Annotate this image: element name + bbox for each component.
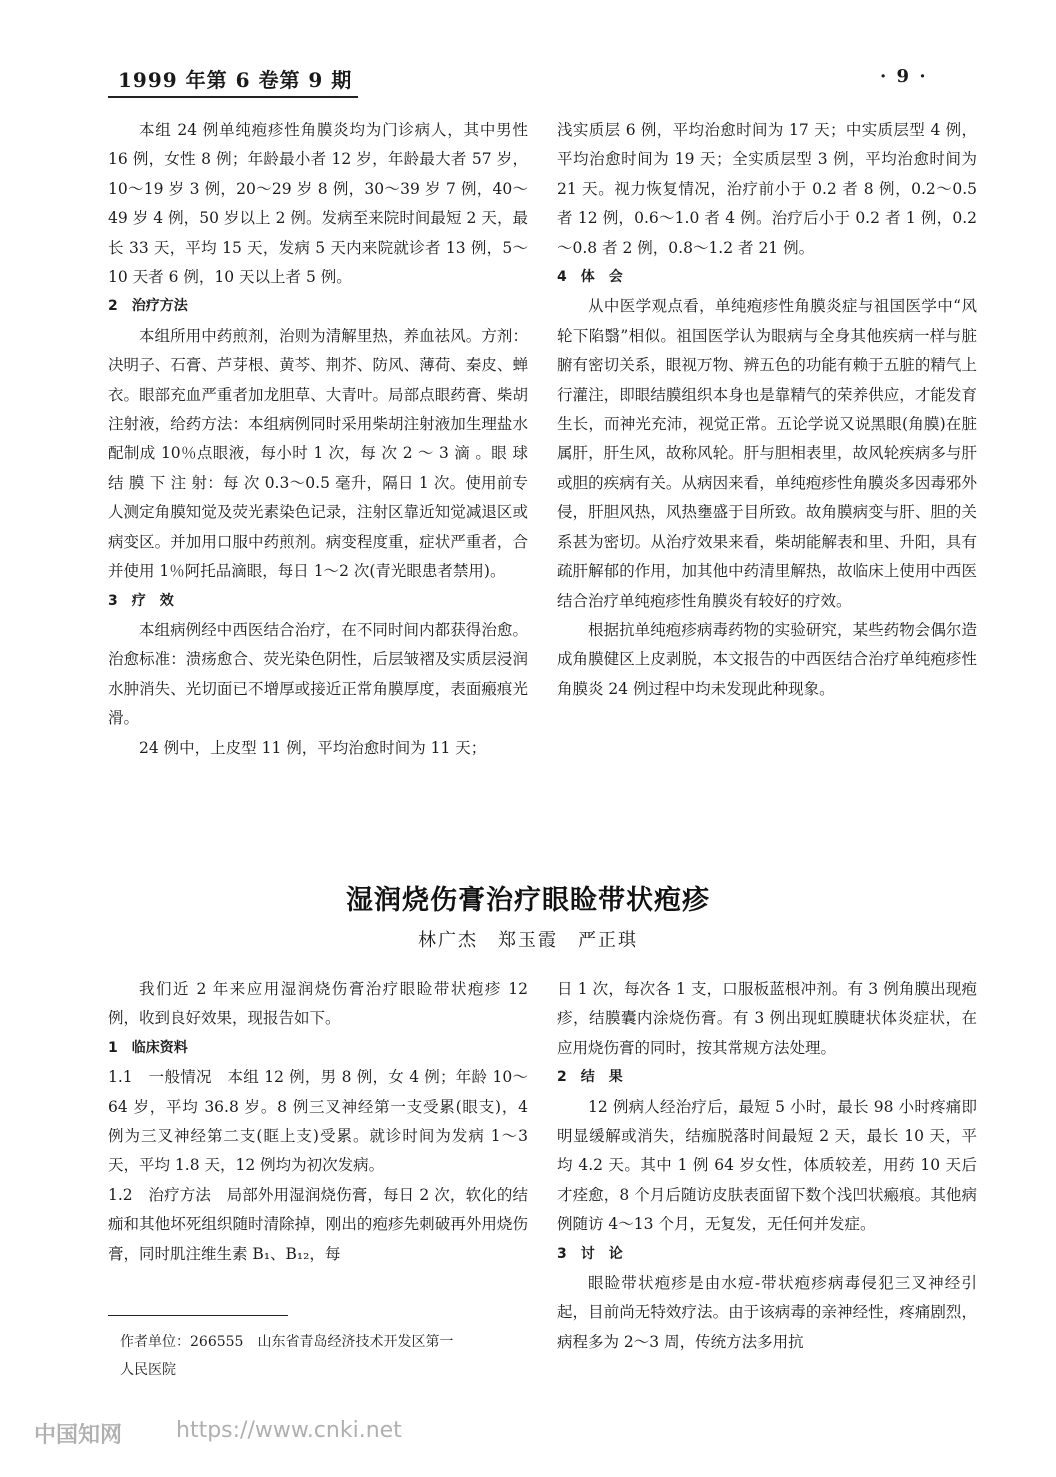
- paragraph: 本组病例经中西医结合治疗，在不同时间内都获得治愈。治愈标准：溃疡愈合、荧光染色阴性，后层皱褶及实质层浸润水肿消失、光切面已不增厚或接近正常角膜厚度，表面瘢痕光滑。: [108, 620, 528, 728]
- paragraph: 本组所用中药煎剂，治则为清解里热，养血祛风。方剂：决明子、石膏、芦芽根、黄芩、荆芥、防风、薄荷、秦皮、蝉衣。眼部充血严重者加龙胆草、大青叶。局部点眼药膏、柴胡注射液，给药方法：本组病例同时采用柴胡注射液加生理盐水配制成 10％点眼液，每小时 1 次，每 次 2 ～ 3 滴 。眼 球 结 膜 下 注 射：每 次 0.3～0.5 毫升，隔日 1 次。使用前专人测定角膜知觉及荧光素染色记录，注射区靠近知觉减退区或病变区。并加用口服中药煎剂。病变程度重，症状严重者，合并使用 1％阿托品滴眼，每日 1～2 次(青光眼患者禁用)。: [108, 326, 528, 581]
- article1-column-left: [108, 116, 528, 763]
- paragraph: 12 例病人经治疗后，最短 5 小时，最长 98 小时疼痛即明显缓解或消失，结痂脱落时间最短 2 天，最长 10 天，平均 4.2 天。其中 1 例 64 岁女性，体质较差，用药 10 天后才痊愈，8 个月后随访皮肤表面留下数个浅凹状瘢痕。其他病例随访 4～13 个月，无复发，无任何并发症。: [557, 1097, 977, 1234]
- paragraph: 1.1 一般情况 本组 12 例，男 8 例，女 4 例；年龄 10～64 岁，平均 36.8 岁。8 例三叉神经第一支受累(眼支)，4 例为三叉神经第二支(眶上支)受累。就诊时间为发病 1～3 天，平均 1.8 天，12 例均为初次发病。: [108, 1068, 528, 1175]
- article2-column-right: [557, 975, 977, 1357]
- cnki-watermark-url: https://www.cnki.net: [176, 1418, 402, 1443]
- article-authors: 林广杰 郑玉霞 严正琪: [418, 930, 638, 951]
- footnote-line: 作者单位：266555 山东省青岛经济技术开发区第一: [120, 1334, 454, 1350]
- cnki-watermark-brand: 中国知网: [34, 1423, 123, 1448]
- paragraph: 本组 24 例单纯疱疹性角膜炎均为门诊病人，其中男性 16 例，女性 8 例；年龄最小者 12 岁，年龄最大者 57 岁，10～19 岁 3 例，20～29 岁 8 例，30～39 岁 7 例，40～49 岁 4 例，50 岁以上 2 例。发病至来院时间最短 2 天，最长 33 天，平均 15 天，发病 5 天内来院就诊者 13 例，5～10 天者 6 例，10 天以上者 5 例。: [108, 121, 528, 287]
- paragraph: 我们近 2 年来应用湿润烧伤膏治疗眼睑带状疱疹 12 例，收到良好效果，现报告如下。: [108, 980, 528, 1028]
- journal-issue-header: 1999 年第 6 卷第 9 期: [118, 68, 353, 92]
- page-number: · 9 ·: [880, 66, 928, 87]
- paragraph: 根据抗单纯疱疹病毒药物的实验研究，某些药物会偶尔造成角膜健区上皮剥脱，本文报告的中西医结合治疗单纯疱疹性角膜炎 24 例过程中均未发现此种现象。: [557, 620, 977, 698]
- footnote-rule: [108, 1315, 288, 1316]
- paragraph: 浅实质层 6 例，平均治愈时间为 17 天；中实质层型 4 例，平均治愈时间为 19 天；全实质层型 3 例，平均治愈时间为 21 天。视力恢复情况，治疗前小于 0.2 者 8 例，0.2～0.5 者 12 例，0.6～1.0 者 4 例。治疗后小于 0.2 者 1 例，0.2～0.8 者 2 例，0.8～1.2 者 21 例。: [557, 121, 977, 257]
- author-affiliation-footnote: [120, 1328, 530, 1384]
- paragraph: 24 例中，上皮型 11 例，平均治愈时间为 11 天；: [139, 738, 487, 757]
- paragraph: 眼睑带状疱疹是由水痘-带状疱疹病毒侵犯三叉神经引起，目前尚无特效疗法。由于该病毒的亲神经性，疼痛剧烈，病程多为 2～3 周，传统方法多用抗: [557, 1274, 977, 1351]
- section-heading: 3 疗 效: [108, 592, 174, 609]
- paragraph: 1.2 治疗方法 局部外用湿润烧伤膏，每日 2 次，软化的结痂和其他坏死组织随时清除掉，刚出的疱疹先刺破再外用烧伤膏，同时肌注维生素 B₁、B₁₂，每: [108, 1185, 528, 1263]
- section-heading: 3 讨 论: [557, 1245, 623, 1262]
- section-heading: 2 治疗方法: [108, 298, 188, 315]
- section-heading: 1 临床资料: [108, 1039, 188, 1056]
- article2-column-left: [108, 975, 528, 1269]
- section-heading: 2 结 果: [557, 1069, 623, 1086]
- paragraph: 日 1 次，每次各 1 支，口服板蓝根冲剂。有 3 例角膜出现疱疹，结膜囊内涂烧伤膏。有 3 例出现虹膜睫状体炎症状，在应用烧伤膏的同时，按其常规方法处理。: [557, 980, 977, 1057]
- article1-column-right: [557, 116, 977, 704]
- section-heading: 4 体 会: [557, 269, 623, 286]
- footnote-line: 人民医院: [120, 1362, 176, 1378]
- article-title: 湿润烧伤膏治疗眼睑带状疱疹: [346, 885, 710, 916]
- header-rule: [108, 96, 358, 98]
- paragraph: 从中医学观点看，单纯疱疹性角膜炎症与祖国医学中“风轮下陷翳”相似。祖国医学认为眼病与全身其他疾病一样与脏腑有密切关系，眼视万物、辨五色的功能有赖于五脏的精气上行灌注，即眼结膜组织本身也是靠精气的荣养供应，才能发育生长，而神光充沛，视觉正常。五论学说又说黑眼(角膜)在脏属肝，肝生风，故称风轮。肝与胆相表里，故风轮疾病多与肝或胆的疾病有关。从病因来看，单纯疱疹性角膜炎多因毒邪外侵，肝胆风热，风热壅盛于目所致。故角膜病变与肝、胆的关系甚为密切。从治疗效果来看，柴胡能解表和里、升阳，具有疏肝解郁的作用，加其他中药清里解热，故临床上使用中西医结合治疗单纯疱疹性角膜炎有较好的疗效。: [557, 297, 977, 610]
